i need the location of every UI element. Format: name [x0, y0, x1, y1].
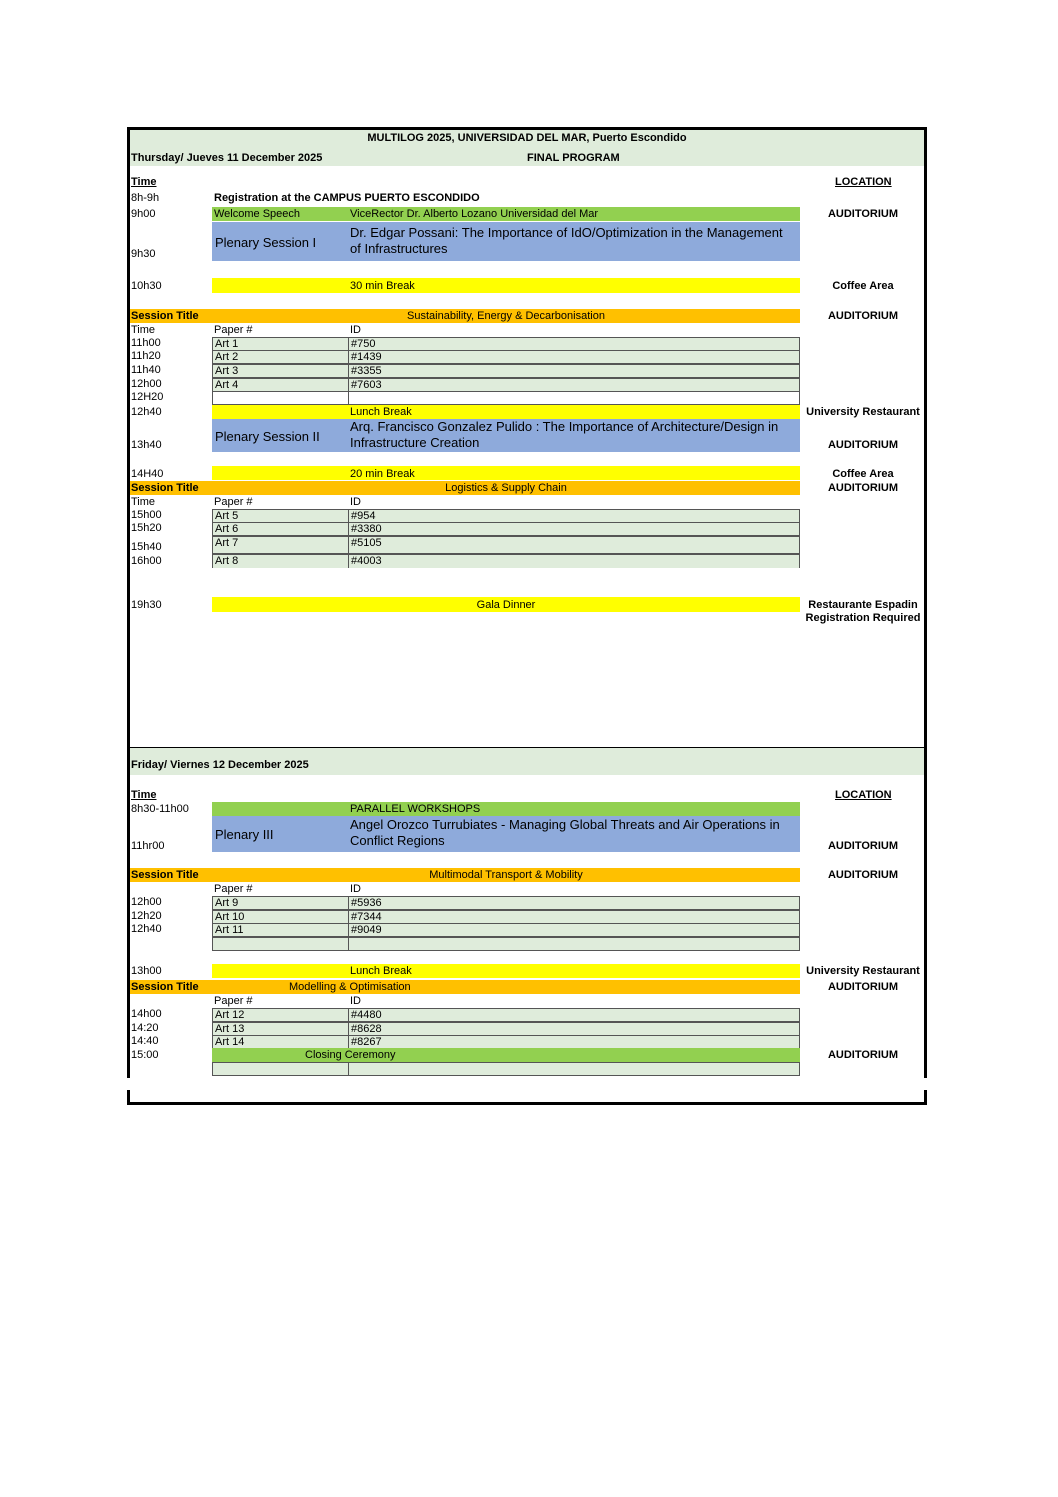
location-coffee-1: Coffee Area: [832, 280, 894, 292]
session2-row-time: 15h00: [131, 509, 162, 521]
break1-label: 30 min Break: [350, 280, 415, 292]
session4-row-paper: Art 14: [212, 1035, 349, 1049]
session4-row-time: 14:40: [131, 1035, 159, 1047]
session1-row-paper: [212, 391, 349, 405]
break1-row: [212, 278, 800, 293]
session3-row-id: #9049: [348, 923, 800, 937]
session1-row-id: #1439: [348, 350, 800, 364]
plenary1-label: Plenary Session I: [215, 235, 317, 250]
plenary3-label: Plenary III: [215, 827, 274, 842]
location-lunch1: University Restaurant: [806, 406, 920, 418]
session1-name: Sustainability, Energy & Decarbonisation: [407, 310, 605, 322]
session2-paper-col: Paper #: [214, 496, 253, 508]
location-closing: AUDITORIUM: [827, 1049, 899, 1061]
session3-title-label: Session Title: [131, 869, 199, 881]
time-1240: 12h40: [131, 406, 162, 418]
location-lunch2: University Restaurant: [806, 965, 920, 977]
session3-name: Multimodal Transport & Mobility: [429, 869, 583, 881]
session1-row-paper: Art 3: [212, 364, 349, 378]
plenary2-label: Plenary Session II: [215, 429, 320, 444]
time-0930: 9h30: [131, 248, 156, 260]
day2-title: Friday/ Viernes 12 December 2025: [131, 759, 309, 771]
session2-row-paper: Art 5: [212, 509, 349, 523]
location-gala: Restaurante Espadin: [808, 599, 918, 611]
session3-row-time: 12h40: [131, 923, 162, 935]
session3-paper-col: Paper #: [214, 883, 253, 895]
time-0800: 8h-9h: [131, 192, 160, 204]
session4-row-id: #4480: [348, 1008, 800, 1022]
welcome-label: Welcome Speech: [214, 208, 301, 220]
session1-title-label: Session Title: [131, 310, 199, 322]
session1-row-time: 12H20: [131, 391, 164, 403]
location-plenary3: AUDITORIUM: [827, 840, 899, 852]
time-1340: 13h40: [131, 439, 162, 451]
registration-text: Registration at the CAMPUS PUERTO ESCONDIDO: [214, 192, 480, 204]
location-header: LOCATION: [835, 176, 892, 188]
page-title: MULTILOG 2025, UNIVERSIDAD DEL MAR, Puerto Escondido: [367, 132, 687, 144]
frame-left-border: [127, 128, 130, 1078]
plenary2-title: Arq. Francisco Gonzalez Pulido : The Importance of Architecture/Design in Infrastructure Creation: [350, 419, 779, 450]
session3-row-time: 12h00: [131, 896, 162, 908]
location-gala-note: Registration Required: [805, 612, 921, 624]
frame-bottom-border: [127, 1102, 927, 1105]
day1-title: Thursday/ Jueves 11 December 2025: [131, 152, 323, 164]
session1-row-time: 12h00: [131, 378, 162, 390]
session1-row-id: #750: [348, 337, 800, 351]
session4-row-paper: Art 13: [212, 1022, 349, 1036]
session2-row-paper: Art 7: [212, 536, 349, 554]
session3-row-paper: Art 9: [212, 896, 349, 910]
session1-row-id: #7603: [348, 378, 800, 392]
closing-label: Closing Ceremony: [305, 1049, 396, 1061]
session1-row-paper: Art 1: [212, 337, 349, 351]
session3-empty-id: [348, 937, 800, 951]
time-1440: 14H40: [131, 468, 164, 480]
time-header-2: Time: [131, 789, 157, 801]
session3-empty-paper: [212, 937, 349, 951]
session3-row-id: #7344: [348, 910, 800, 924]
session3-row-id: #5936: [348, 896, 800, 910]
session2-row-id: #954: [348, 509, 800, 523]
time-1930: 19h30: [131, 599, 162, 611]
session4-paper-col: Paper #: [214, 995, 253, 1007]
session1-time-col: Time: [131, 324, 156, 336]
plenary1-title: Dr. Edgar Possani: The Importance of IdO/Optimization in the Management of Infrastructures: [350, 225, 783, 256]
session1-row-id: #3355: [348, 364, 800, 378]
time-0900: 9h00: [131, 208, 156, 220]
frame-bottom-left-corner: [127, 1090, 130, 1105]
lunch1-label: Lunch Break: [350, 406, 412, 418]
gala-label: Gala Dinner: [476, 599, 536, 611]
session1-row-time: 11h20: [131, 350, 161, 362]
workshops-label: PARALLEL WORKSHOPS: [350, 803, 481, 815]
session3-row-paper: Art 10: [212, 910, 349, 924]
time-1500: 15:00: [131, 1049, 159, 1061]
session4-title-row: [130, 980, 800, 994]
closing-empty-id: [348, 1062, 800, 1076]
session2-row-id: #4003: [348, 554, 800, 568]
session3-row-time: 12h20: [131, 910, 162, 922]
location-coffee-2: Coffee Area: [832, 468, 894, 480]
closing-row: [212, 1048, 800, 1062]
time-header: Time: [131, 176, 157, 188]
closing-empty-paper: [212, 1062, 349, 1076]
session1-paper-col: Paper #: [214, 324, 253, 336]
location-session4: AUDITORIUM: [827, 981, 899, 993]
session4-row-paper: Art 12: [212, 1008, 349, 1022]
session3-row-paper: Art 11: [212, 923, 349, 937]
session4-id-col: ID: [350, 995, 361, 1007]
session4-row-id: #8628: [348, 1022, 800, 1036]
session1-row-time: 11h40: [131, 364, 161, 376]
session2-time-col: Time: [131, 496, 156, 508]
lunch1-row: [212, 405, 800, 419]
session2-row-time: 15h20: [131, 522, 162, 534]
welcome-speaker: ViceRector Dr. Alberto Lozano Universidad del Mar: [350, 208, 599, 220]
session4-name: Modelling & Optimisation: [289, 981, 411, 993]
time-1100: 11hr00: [131, 840, 165, 852]
break2-row: [212, 466, 800, 480]
session2-name: Logistics & Supply Chain: [445, 482, 567, 494]
location-session1: AUDITORIUM: [827, 310, 899, 322]
location-session2: AUDITORIUM: [827, 482, 899, 494]
lunch2-row: [212, 964, 800, 978]
plenary3-title: Angel Orozco Turrubiates - Managing Global Threats and Air Operations in Conflict Regions: [350, 817, 780, 848]
session1-row-paper: Art 2: [212, 350, 349, 364]
location-welcome: AUDITORIUM: [827, 208, 899, 220]
session4-row-time: 14h00: [131, 1008, 162, 1020]
location-session3: AUDITORIUM: [827, 869, 899, 881]
frame-right-border: [924, 128, 927, 1078]
time-0830: 8h30-11h00: [131, 803, 189, 815]
session2-row-time: 16h00: [131, 555, 162, 567]
session2-title-label: Session Title: [131, 482, 199, 494]
session2-row-id: #5105: [348, 536, 800, 554]
location-header-2: LOCATION: [835, 789, 892, 801]
session3-id-col: ID: [350, 883, 361, 895]
frame-bottom-right-corner: [924, 1090, 927, 1105]
break2-label: 20 min Break: [350, 468, 415, 480]
location-plenary2: AUDITORIUM: [827, 439, 899, 451]
time-1300: 13h00: [131, 965, 162, 977]
session4-row-id: #8267: [348, 1035, 800, 1049]
lunch2-label: Lunch Break: [350, 965, 412, 977]
program-label: FINAL PROGRAM: [527, 152, 620, 164]
session1-id-col: ID: [350, 324, 361, 336]
session1-row-paper: Art 4: [212, 378, 349, 392]
session4-title-label: Session Title: [131, 981, 199, 993]
session2-row-id: #3380: [348, 522, 800, 536]
time-1030: 10h30: [131, 280, 162, 292]
workshops-row: [212, 802, 800, 816]
session1-row-time: 11h00: [131, 337, 161, 349]
session2-row-paper: Art 6: [212, 522, 349, 536]
session1-row-id: [348, 391, 800, 405]
session2-row-paper: Art 8: [212, 554, 349, 568]
session2-id-col: ID: [350, 496, 361, 508]
session4-row-time: 14:20: [131, 1022, 159, 1034]
session2-row-time: 15h40: [131, 541, 162, 553]
